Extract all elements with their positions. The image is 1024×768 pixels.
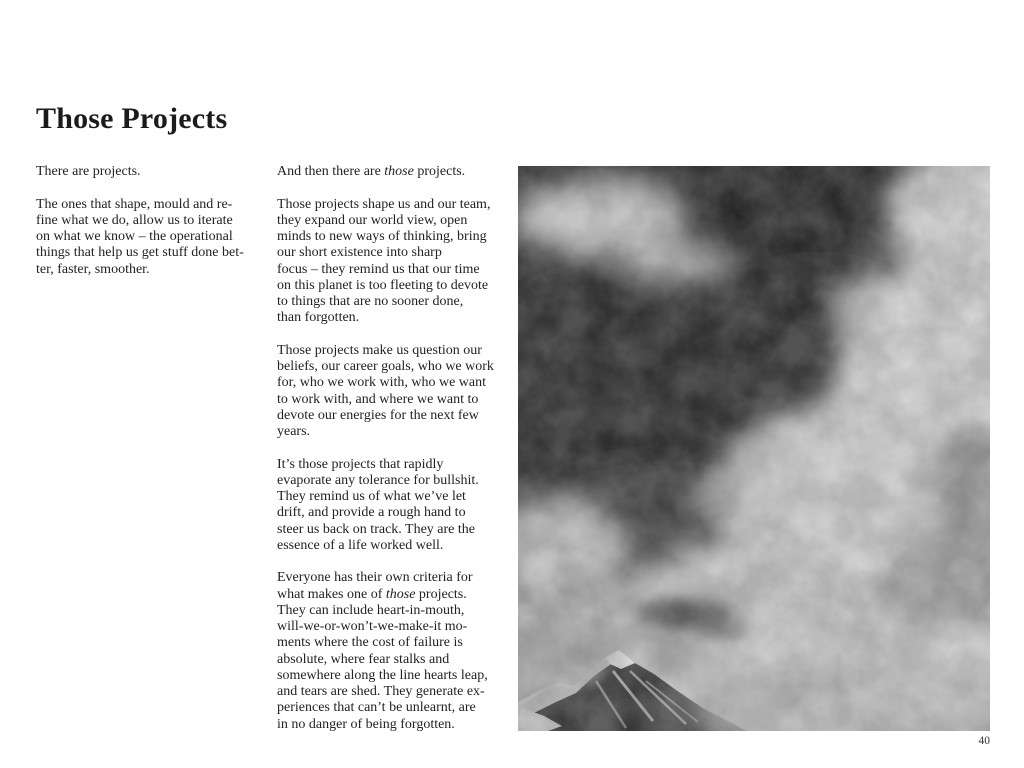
text-line: fine what we do, allow us to iterate <box>36 212 233 228</box>
paragraph <box>277 164 517 180</box>
text-line: focus – they remind us that our time <box>277 261 480 277</box>
text-line: to work with, and where we want to <box>277 391 479 407</box>
text-line: will-we-or-won’t-we-make-it mo- <box>277 619 468 634</box>
paragraph <box>36 197 264 278</box>
text-line: ments where the cost of failure is <box>277 635 463 651</box>
text-line: Everyone has their own criteria for <box>277 570 473 586</box>
text-line: essence of a life worked well. <box>277 537 444 553</box>
text-line: ter, faster, smoother. <box>36 261 150 277</box>
text-line: There are projects. <box>36 164 141 179</box>
page-number: 40 <box>978 735 990 747</box>
text-line: It’s those projects that rapidly <box>277 456 444 472</box>
text-line: on what we know – the operational <box>36 229 233 244</box>
paragraph <box>277 343 517 441</box>
paragraph <box>277 457 517 555</box>
text-line: for, who we work with, who we want <box>277 375 487 391</box>
text-line: Those projects shape us and our team, <box>277 196 491 212</box>
text-column-right <box>277 164 517 749</box>
text-line: periences that can’t be unlearnt, are <box>277 700 476 716</box>
text-line: and tears are shed. They generate ex- <box>277 684 485 699</box>
text-line: in no danger of being forgotten. <box>277 716 455 732</box>
text-line: devote our energies for the next few <box>277 407 479 423</box>
text-line: beliefs, our career goals, who we work <box>277 359 494 374</box>
text-line: drift, and provide a rough hand to <box>277 505 466 521</box>
text-line: Those projects make us question our <box>277 342 482 358</box>
paragraph <box>36 164 264 180</box>
text-line: And then there are those projects. <box>277 164 466 179</box>
paragraph <box>277 570 517 733</box>
cloud-mountain-photo <box>518 166 990 731</box>
cloud-mountain-illustration <box>518 166 990 731</box>
text-line: to things that are no sooner done, <box>277 294 464 309</box>
paragraph <box>277 197 517 327</box>
text-line: they expand our world view, open <box>277 212 468 228</box>
text-line: steer us back on track. They are the <box>277 521 475 537</box>
text-line: things that help us get stuff done bet- <box>36 245 244 261</box>
text-line: years. <box>277 424 311 439</box>
text-line: The ones that shape, mould and re- <box>36 196 233 212</box>
text-line: evaporate any tolerance for bullshit. <box>277 472 479 488</box>
text-line: on this planet is too fleeting to devote <box>277 277 489 293</box>
text-line: They can include heart-in-mouth, <box>277 602 465 618</box>
text-line: what makes one of those projects. <box>277 586 467 602</box>
page-title: Those Projects <box>36 102 228 135</box>
text-column-left <box>36 164 264 294</box>
text-line: somewhere along the line hearts leap, <box>277 667 488 683</box>
text-line: They remind us of what we’ve let <box>277 489 466 504</box>
text-line: our short existence into sharp <box>277 245 442 261</box>
text-line: minds to new ways of thinking, bring <box>277 229 487 244</box>
grain-light-overlay <box>518 166 990 731</box>
text-line: absolute, where fear stalks and <box>277 651 450 667</box>
text-line: than forgotten. <box>277 310 360 326</box>
